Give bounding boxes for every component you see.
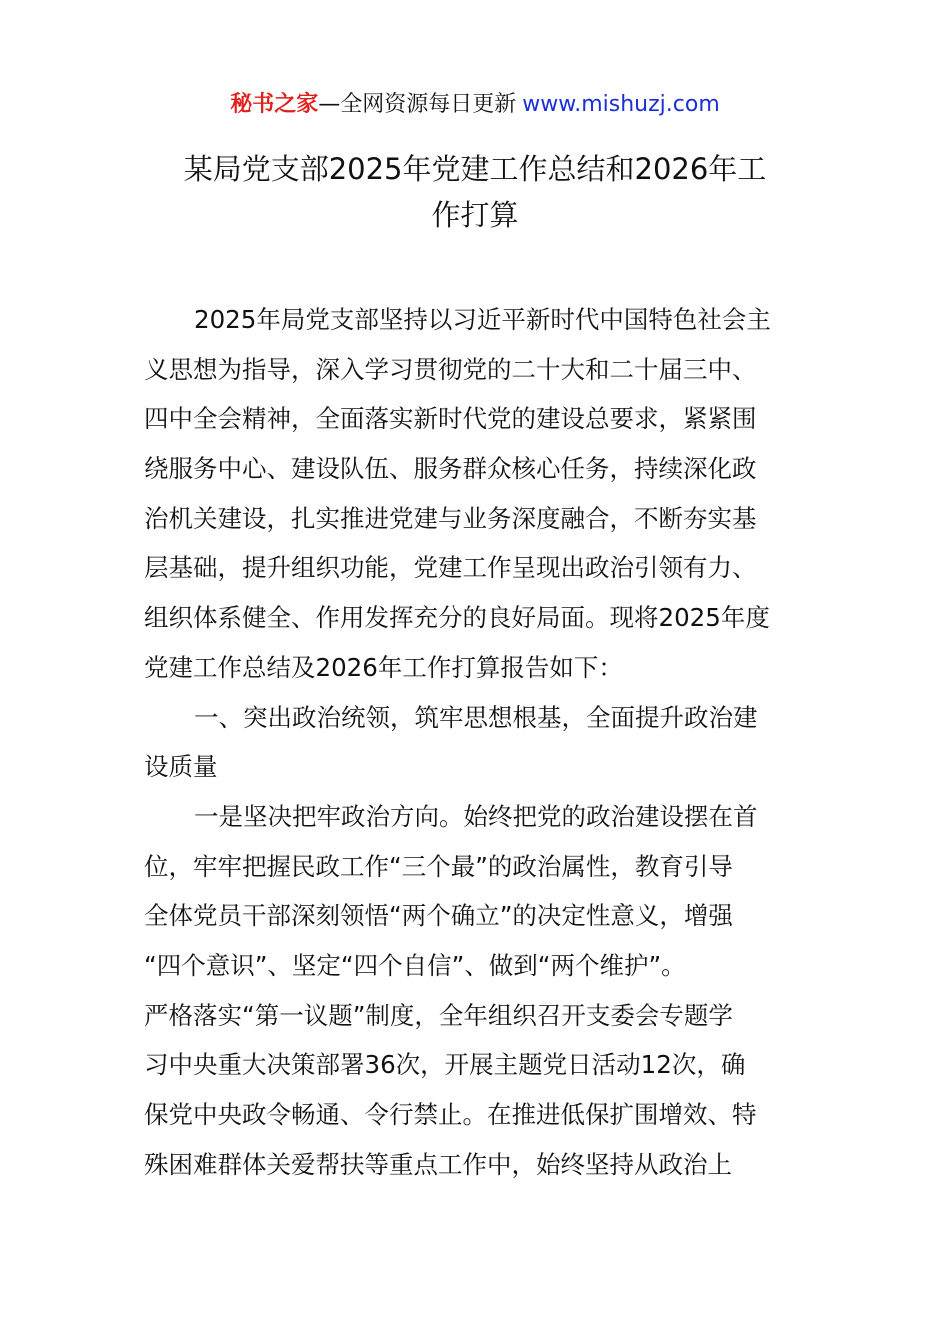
body-line: 义思想为指导，深入学习贯彻党的二十大和二十届三中、	[144, 354, 757, 384]
body-line: 党建工作总结及2026年工作打算报告如下：	[144, 652, 623, 682]
site-tagline: 全网资源每日更新	[340, 92, 517, 117]
section-heading-line: 设质量	[144, 752, 218, 782]
title-line: 作打算	[431, 198, 519, 232]
document-title	[140, 146, 810, 238]
site-header	[0, 88, 950, 122]
site-brand: 秘书之家	[230, 92, 319, 117]
header-dash: —	[318, 92, 341, 117]
title-line: 某局党支部2025年党建工作总结和2026年工	[183, 152, 767, 186]
body-line: 位，牢牢把握民政工作“三个最”的政治属性，教育引导	[144, 851, 733, 881]
body-line: “四个意识”、坚定“四个自信”、做到“两个维护”。	[144, 950, 686, 980]
body-line: 组织体系健全、作用发挥充分的良好局面。现将2025年度	[144, 603, 770, 633]
body-line: 保党中央政令畅通、令行禁止。在推进低保扩围增效、特	[144, 1100, 757, 1129]
body-line: 殊困难群体关爱帮扶等重点工作中，始终坚持从政治上	[144, 1149, 732, 1179]
body-line: 2025年局党支部坚持以习近平新时代中国特色社会主	[194, 305, 771, 334]
body-line: 四中全会精神，全面落实新时代党的建设总要求，紧紧围	[144, 404, 757, 434]
body-line: 全体党员干部深刻领悟“两个确立”的决定性意义，增强	[144, 901, 733, 931]
body-line: 习中央重大决策部署36次，开展主题党日活动12次，确	[144, 1050, 746, 1080]
document-body	[144, 295, 810, 1189]
site-url-link[interactable]: www.mishuzj.com	[522, 92, 720, 117]
body-line: 绕服务中心、建设队伍、服务群众核心任务，持续深化政	[144, 454, 757, 484]
section-heading-line: 一、突出政治统领，筑牢思想根基，全面提升政治建	[194, 702, 758, 732]
body-line: 一是坚决把牢政治方向。始终把党的政治建设摆在首	[194, 801, 758, 831]
body-line: 严格落实“第一议题”制度，全年组织召开支委会专题学	[144, 1000, 733, 1030]
body-line: 治机关建设，扎实推进党建与业务深度融合，不断夯实基	[144, 503, 757, 533]
body-line: 层基础，提升组织功能，党建工作呈现出政治引领有力、	[144, 553, 757, 583]
